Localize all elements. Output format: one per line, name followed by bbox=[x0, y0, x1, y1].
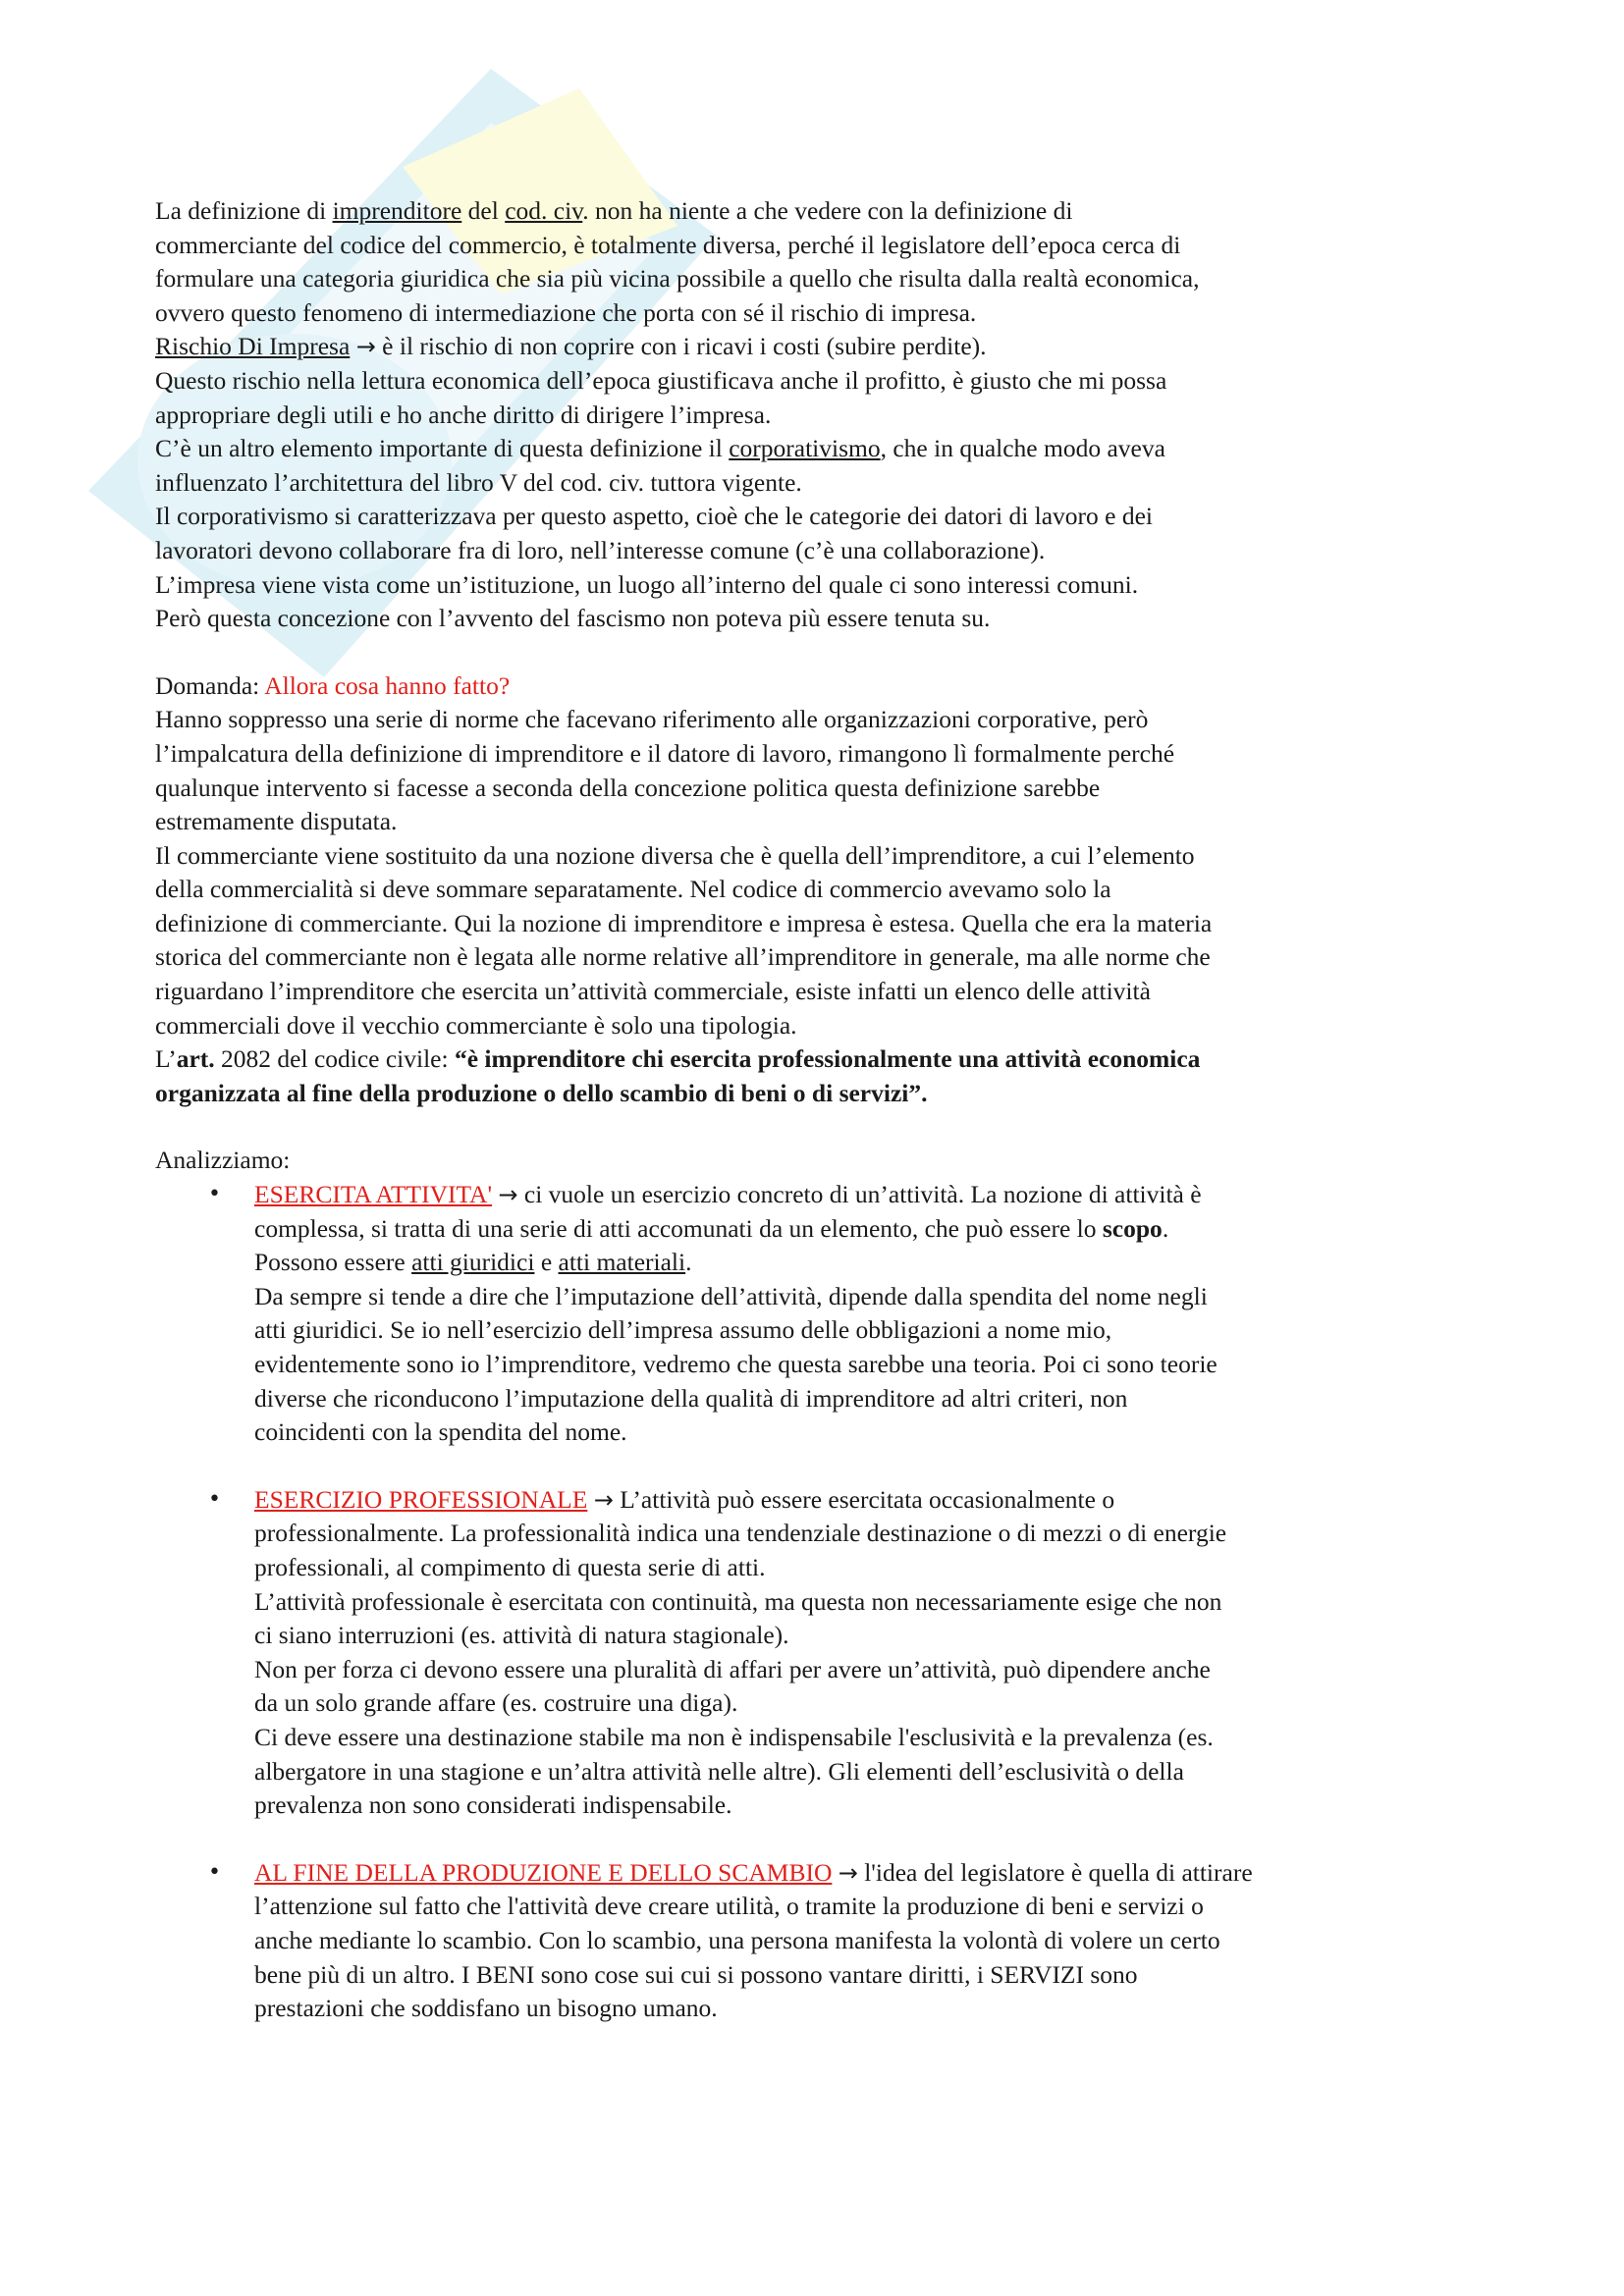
analysis-label: Analizziamo: bbox=[155, 1146, 291, 1175]
text-line: evidentemente sono io l’imprenditore, vedremo che questa sarebbe una teoria. Poi ci sono teorie bbox=[254, 1350, 1218, 1378]
text-line: l’impalcatura della definizione di imprenditore e il datore di lavoro, rimangono lì formalmente perché bbox=[155, 738, 1175, 768]
text-line: Ci deve essere una destinazione stabile ma non è indispensabile l'esclusività e la prevalenza (es. bbox=[254, 1722, 1214, 1751]
text-line: prevalenza non sono considerati indispensabile. bbox=[254, 1790, 732, 1820]
question-label: Domanda: bbox=[155, 670, 265, 700]
list-item bbox=[155, 1483, 1490, 1823]
text-line: commerciali dove il vecchio commerciante è solo una tipologia. bbox=[155, 1010, 797, 1040]
text-line: definizione di commerciante. Qui la nozione di imprenditore e impresa è estesa. Quella che era la materia bbox=[155, 908, 1213, 937]
text-line: della commercialità si deve sommare separatamente. Nel codice di commercio avevamo solo la bbox=[155, 875, 1111, 904]
text-line: influenzato l’architettura del libro V del cod. civ. tuttora vigente. bbox=[155, 467, 802, 497]
right-arrow-icon: → bbox=[355, 333, 376, 361]
bullet-icon: • bbox=[208, 1486, 221, 1512]
term-esercita-attivita: ESERCITA ATTIVITA' bbox=[254, 1180, 493, 1209]
text-line: ESERCIZIO PROFESSIONALE → L’attività può essere esercitata occasionalmente o bbox=[254, 1484, 1115, 1514]
term-al-fine-della-produzione: AL FINE DELLA PRODUZIONE E DELLO SCAMBIO bbox=[254, 1857, 833, 1887]
text-line: AL FINE DELLA PRODUZIONE E DELLO SCAMBIO → l'idea del legislatore è quella di attirare bbox=[254, 1857, 1253, 1887]
right-arrow-icon: → bbox=[838, 1858, 858, 1887]
text-line: Non per forza ci devono essere una pluralità di affari per avere un’attività, può dipendere anche bbox=[254, 1654, 1211, 1683]
intro-paragraph bbox=[155, 194, 1490, 636]
text-line: da un solo grande affare (es. costruire una diga). bbox=[254, 1688, 738, 1718]
right-arrow-icon: → bbox=[593, 1485, 614, 1514]
article-quote-line: L’art. 2082 del codice civile: “è imprenditore chi esercita professionalmente una attività economica bbox=[155, 1044, 1201, 1074]
question-block bbox=[155, 669, 1490, 1111]
text-line: l’attenzione sul fatto che l'attività deve creare utilità, o tramite la produzione di beni e servizi o bbox=[254, 1892, 1204, 1921]
text-line: albergatore in una stagione e un’altra attività nelle altre). Gli elementi dell’esclusività o della bbox=[254, 1756, 1184, 1786]
term-esercizio-professionale: ESERCIZIO PROFESSIONALE bbox=[254, 1484, 588, 1514]
text-line: formulare una categoria giuridica che sia più vicina possibile a quello che risulta dalla realtà economica, bbox=[155, 264, 1200, 294]
text-line: commerciante del codice del commercio, è totalmente diversa, perché il legislatore dell’epoca cerca di bbox=[155, 230, 1181, 259]
term-cod-civ: cod. civ bbox=[505, 196, 583, 225]
list-item bbox=[155, 1178, 1490, 1450]
text-line: qualunque intervento si facesse a seconda della concezione politica questa definizione sarebbe bbox=[155, 773, 1101, 802]
text-line: Da sempre si tende a dire che l’imputazione dell’attività, dipende dalla spendita del nome negli bbox=[254, 1281, 1208, 1310]
analysis-list bbox=[155, 1178, 1490, 2026]
text-line: ci siano interruzioni (es. attività di natura stagionale). bbox=[254, 1621, 789, 1650]
text-line: prestazioni che soddisfano un bisogno umano. bbox=[254, 1994, 718, 2023]
text-line: Il corporativismo si caratterizzava per questo aspetto, cioè che le categorie dei datori di lavoro e dei bbox=[155, 502, 1154, 531]
text-line: Il commerciante viene sostituito da una nozione diversa che è quella dell’imprenditore, a cui l’elemento bbox=[155, 840, 1195, 870]
term-imprenditore: imprenditore bbox=[332, 196, 462, 225]
text-line: complessa, si tratta di una serie di atti accomunati da un elemento, che può essere lo scopo. bbox=[254, 1213, 1169, 1243]
term-atti-materiali: atti materiali bbox=[558, 1248, 686, 1277]
text-line: riguardano l’imprenditore che esercita un’attività commerciale, esiste infatti un elenco delle attività bbox=[155, 977, 1151, 1006]
term-corporativismo: corporativismo bbox=[729, 434, 881, 463]
text-line: Questo rischio nella lettura economica dell’epoca giustificava anche il profitto, è giusto che mi possa bbox=[155, 365, 1167, 395]
text-line: La definizione di imprenditore del cod. civ. non ha niente a che vedere con la definizione di bbox=[155, 196, 1073, 225]
text-line: appropriare degli utili e ho anche diritto di dirigere l’impresa. bbox=[155, 400, 772, 429]
text-line: Hanno soppresso una serie di norme che facevano riferimento alle organizzazioni corporative, però bbox=[155, 705, 1149, 734]
right-arrow-icon: → bbox=[498, 1181, 518, 1209]
text-line: professionali, al compimento di questa serie di atti. bbox=[254, 1552, 766, 1581]
text-line: coincidenti con la spendita del nome. bbox=[254, 1417, 627, 1447]
article-quote-line: organizzata al fine della produzione o dello scambio di beni o di servizi”. bbox=[155, 1078, 928, 1107]
text-line: ovvero questo fenomeno di intermediazione che porta con sé il rischio di impresa. bbox=[155, 297, 977, 327]
text-line: estremamente disputata. bbox=[155, 807, 398, 836]
text-line: bene più di un altro. I BENI sono cose sui cui si possono vantare diritti, i SERVIZI sono bbox=[254, 1959, 1138, 1989]
text-line: lavoratori devono collaborare fra di loro, nell’interesse comune (c’è una collaborazione). bbox=[155, 535, 1046, 564]
text-line: L’impresa viene vista come un’istituzione, un luogo all’interno del quale ci sono interessi comuni. bbox=[155, 569, 1139, 599]
text-line: Rischio Di Impresa → è il rischio di non coprire con i ricavi i costi (subire perdite). bbox=[155, 332, 987, 361]
document-body bbox=[155, 194, 1490, 2059]
list-item bbox=[155, 1856, 1490, 2026]
text-line: C’è un altro elemento importante di questa definizione il corporativismo, che in qualche modo aveva bbox=[155, 434, 1165, 463]
text-line: atti giuridici. Se io nell’esercizio dell’impresa assumo delle obbligazioni a nome mio, bbox=[254, 1315, 1112, 1345]
text-line: Però questa concezione con l’avvento del fascismo non poteva più essere tenuta su. bbox=[155, 604, 991, 633]
text-line: Possono essere atti giuridici e atti materiali. bbox=[254, 1248, 692, 1277]
question-line bbox=[155, 669, 1490, 704]
term-rischio-di-impresa: Rischio Di Impresa bbox=[155, 332, 351, 361]
text-line: diverse che riconducono l’imputazione della qualità di imprenditore ad altri criteri, non bbox=[254, 1383, 1128, 1413]
text-line: L’attività professionale è esercitata con continuità, ma questa non necessariamente esige che non bbox=[254, 1586, 1222, 1616]
text-line: anche mediante lo scambio. Con lo scambio, una persona manifesta la volontà di volere un certo bbox=[254, 1925, 1220, 1954]
question-text: Allora cosa hanno fatto? bbox=[264, 670, 511, 700]
text-line: professionalmente. La professionalità indica una tendenziale destinazione o di mezzi o di energie bbox=[254, 1519, 1227, 1548]
text-line: ESERCITA ATTIVITA' → ci vuole un esercizio concreto di un’attività. La nozione di attività è bbox=[254, 1180, 1202, 1209]
bullet-icon: • bbox=[208, 1182, 221, 1207]
bullet-icon: • bbox=[208, 1859, 221, 1885]
term-atti-giuridici: atti giuridici bbox=[411, 1248, 535, 1277]
text-line: storica del commerciante non è legata alle norme relative all’imprenditore in generale, ma alle norme che bbox=[155, 942, 1211, 972]
